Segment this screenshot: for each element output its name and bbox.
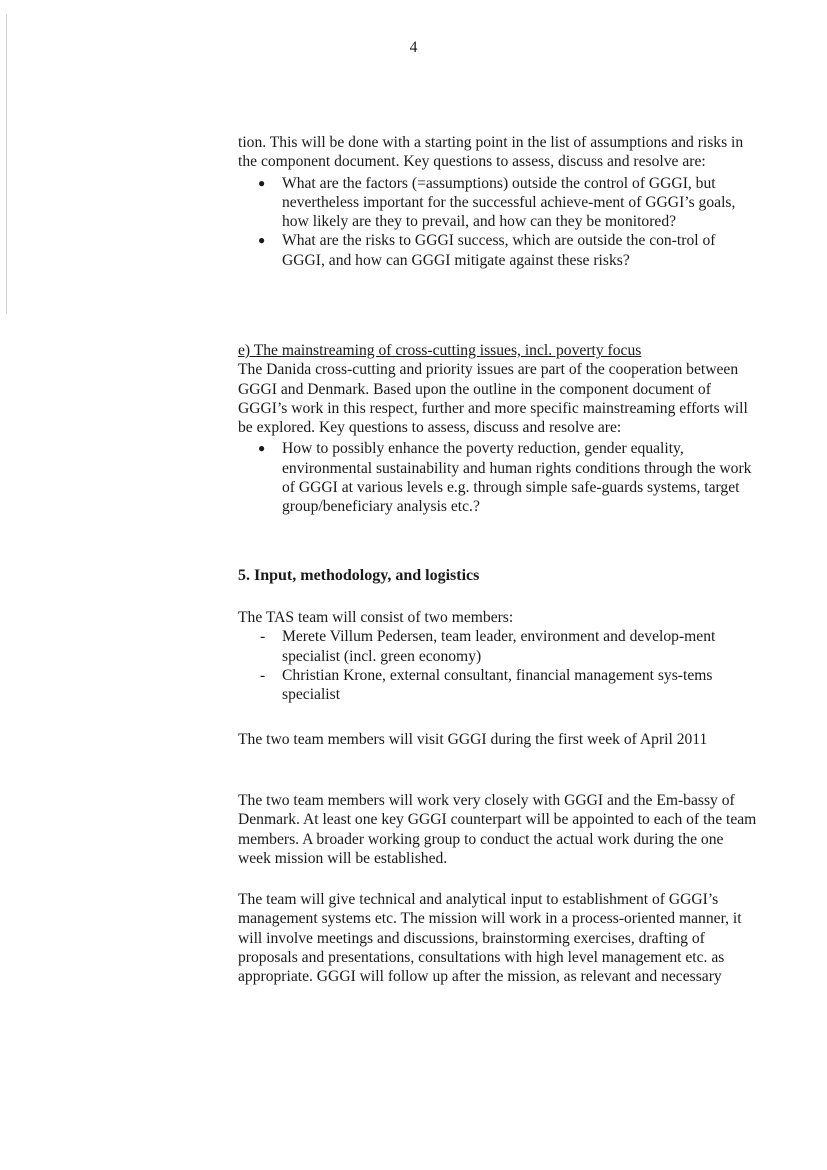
bullet-text: What are the risks to GGGI success, which are outside the con-trol of GGGI, and how can GGGI mitigate against these risks? [282, 232, 716, 269]
section-e-bullet-list [238, 439, 758, 516]
bullet-icon: ● [258, 233, 266, 248]
bullet-icon: ● [258, 175, 266, 190]
list-item [238, 231, 758, 270]
page-binding-edge [6, 14, 7, 314]
intro-paragraph: tion. This will be done with a starting point in the list of assumptions and risks in the component document. Key questions to assess, discuss and resolve are: [238, 134, 744, 171]
bullet-text: What are the factors (=assumptions) outside the control of GGGI, but nevertheless important for the successful achieve-ment of GGGI’s goals, how likely are they to prevail, and how can they be monitored? [282, 174, 736, 231]
input-paragraph: The team will give technical and analytical input to establishment of GGGI’s management systems etc. The mission will work in a process-oriented manner, it will involve meetings and discussions, brainstorming exercises, drafting of proposals and presentations, consultations with high level management etc. as appropriate. GGGI will follow up after the mission, as relevant and necessary [238, 891, 742, 986]
dash-marker: - [260, 628, 266, 646]
list-item [238, 627, 758, 666]
list-item [238, 666, 758, 705]
bullet-text: How to possibly enhance the poverty reduction, gender equality, environmental sustainability and human rights conditions through the work of GGGI at various levels e.g. through simple safe-guards systems, target group/beneficiary analysis etc.? [282, 440, 752, 516]
team-member-list [238, 627, 758, 704]
section-e-heading: e) The mainstreaming of cross-cutting issues, incl. poverty focus [238, 342, 642, 359]
section-e-paragraph: The Danida cross-cutting and priority issues are part of the cooperation between GGGI and Denmark. Based upon the outline in the component document of GGGI’s work in this respect, further and more specific mainstreaming efforts will be explored. Key questions to assess, discuss and resolve are: [238, 361, 748, 437]
intro-block [238, 133, 758, 270]
list-item [238, 174, 758, 232]
section-e-block [238, 341, 758, 517]
page-number: 4 [409, 39, 418, 56]
team-block [238, 608, 758, 704]
member-text: Merete Villum Pedersen, team leader, environment and develop-ment specialist (incl. green economy) [282, 628, 716, 665]
bullet-icon: ● [258, 441, 266, 456]
list-item [238, 439, 758, 516]
intro-bullet-list [238, 174, 758, 270]
dash-marker: - [260, 666, 266, 684]
member-text: Christian Krone, external consultant, financial management sys-tems specialist [282, 666, 713, 704]
team-intro: The TAS team will consist of two members: [238, 609, 514, 626]
cooperation-paragraph: The two team members will work very closely with GGGI and the Em-bassy of Denmark. At least one key GGGI counterpart will be appointed to each of the team members. A broader working group to conduct the actual work during the one week mission will be established. [238, 792, 757, 867]
section-5-heading: 5. Input, methodology, and logistics [238, 567, 480, 584]
visit-paragraph: The two team members will visit GGGI during the first week of April 2011 [238, 731, 708, 748]
